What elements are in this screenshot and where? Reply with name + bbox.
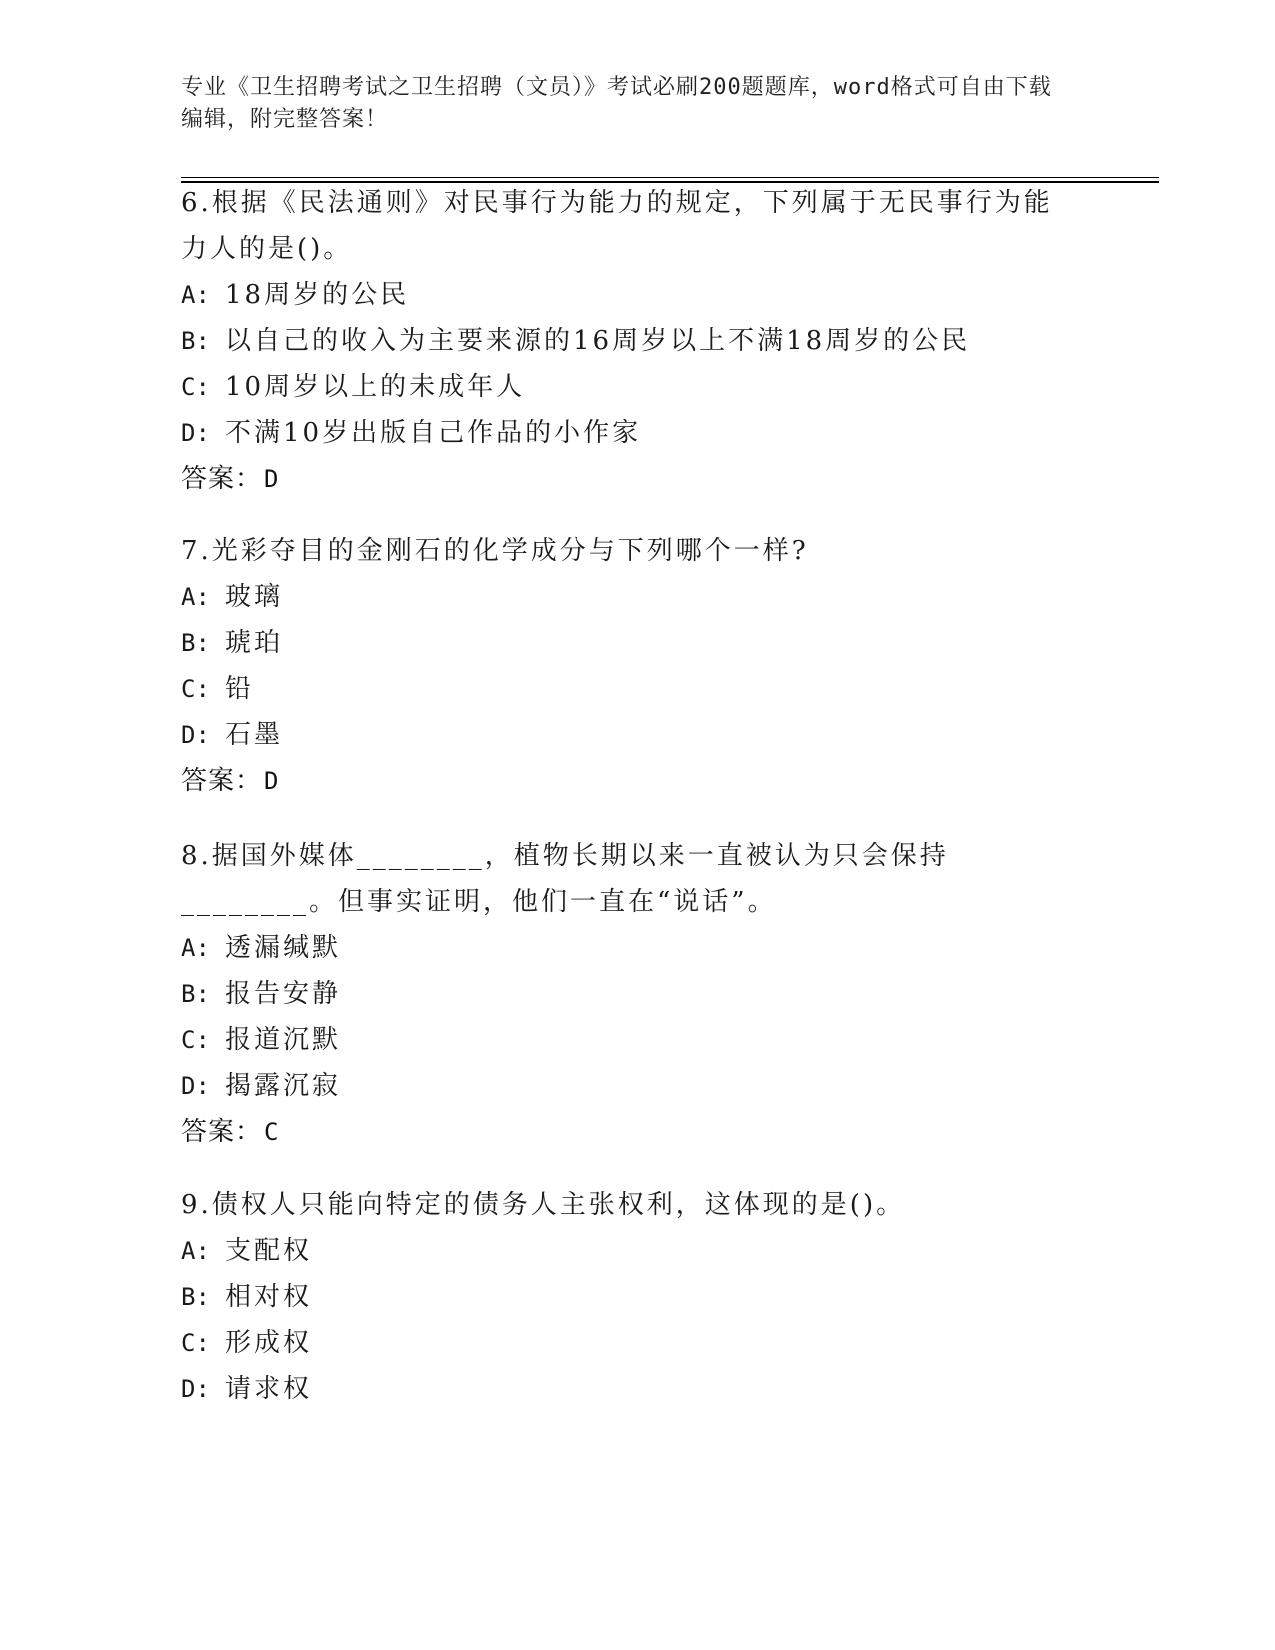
option-text: 请求权 <box>225 1374 313 1404</box>
option-key: D: <box>181 721 210 749</box>
option-text: 支配权 <box>225 1236 313 1266</box>
option-key: A: <box>181 1237 210 1265</box>
question-text: 9.债权人只能向特定的债务人主张权利，这体现的是()。 <box>181 1190 906 1220</box>
option-b <box>181 971 1081 1017</box>
option-key: B: <box>181 1283 210 1311</box>
answer-line <box>181 456 1081 502</box>
option-d <box>181 712 1081 758</box>
option-text: 相对权 <box>225 1282 313 1312</box>
answer-line <box>181 758 1081 804</box>
document-header: 专业《卫生招聘考试之卫生招聘（文员）》考试必刷200题题库，word格式可自由下载编辑，附完整答案！ <box>181 75 1052 132</box>
option-d <box>181 410 1081 456</box>
option-key: A: <box>181 934 210 962</box>
option-text: 透漏缄默 <box>225 933 342 963</box>
option-a <box>181 925 1081 971</box>
option-text: 铅 <box>225 674 255 704</box>
question-9 <box>181 1182 1081 1412</box>
option-c <box>181 666 1081 712</box>
option-key: C: <box>181 1026 210 1054</box>
option-d <box>181 1063 1081 1109</box>
option-text: 报道沉默 <box>225 1025 342 1055</box>
option-text: 不满10岁出版自己作品的小作家 <box>225 418 642 448</box>
answer-value: C <box>264 1118 280 1146</box>
option-c <box>181 1320 1081 1366</box>
option-text: 10周岁以上的未成年人 <box>225 372 526 402</box>
option-key: C: <box>181 373 210 401</box>
option-key: B: <box>181 327 210 355</box>
option-key: C: <box>181 675 210 703</box>
option-text: 玻璃 <box>225 582 284 612</box>
option-text: 形成权 <box>225 1328 313 1358</box>
option-a <box>181 574 1081 620</box>
option-key: D: <box>181 1072 210 1100</box>
option-text: 报告安静 <box>225 979 342 1009</box>
option-c <box>181 364 1081 410</box>
option-key: A: <box>181 281 210 309</box>
option-text: 18周岁的公民 <box>225 280 410 310</box>
option-key: A: <box>181 583 210 611</box>
question-text: 7.光彩夺目的金刚石的化学成分与下列哪个一样? <box>181 536 809 566</box>
answer-line <box>181 1109 1081 1155</box>
option-d <box>181 1366 1081 1412</box>
option-c <box>181 1017 1081 1063</box>
option-text: 石墨 <box>225 720 284 750</box>
option-b <box>181 318 1081 364</box>
answer-label: 答案： <box>181 1117 263 1147</box>
question-8 <box>181 833 1081 1155</box>
option-key: C: <box>181 1329 210 1357</box>
option-b <box>181 1274 1081 1320</box>
option-b <box>181 620 1081 666</box>
option-a <box>181 272 1081 318</box>
answer-label: 答案： <box>181 464 263 494</box>
answer-value: D <box>264 767 280 795</box>
option-text: 以自己的收入为主要来源的16周岁以上不满18周岁的公民 <box>225 326 971 356</box>
option-key: B: <box>181 980 210 1008</box>
header-divider-thin <box>181 177 1159 178</box>
option-a <box>181 1228 1081 1274</box>
question-text: 8.据国外媒体________，植物长期以来一直被认为只会保持________。但事实证明，他们一直在“说话”。 <box>181 841 949 917</box>
answer-label: 答案： <box>181 766 263 796</box>
option-key: D: <box>181 419 210 447</box>
option-text: 揭露沉寂 <box>225 1071 342 1101</box>
option-key: D: <box>181 1375 210 1403</box>
option-text: 琥珀 <box>225 628 284 658</box>
option-key: B: <box>181 629 210 657</box>
answer-value: D <box>264 465 280 493</box>
question-6 <box>181 180 1081 502</box>
question-text: 6.根据《民法通则》对民事行为能力的规定，下列属于无民事行为能力人的是()。 <box>181 188 1053 264</box>
question-7 <box>181 528 1081 804</box>
